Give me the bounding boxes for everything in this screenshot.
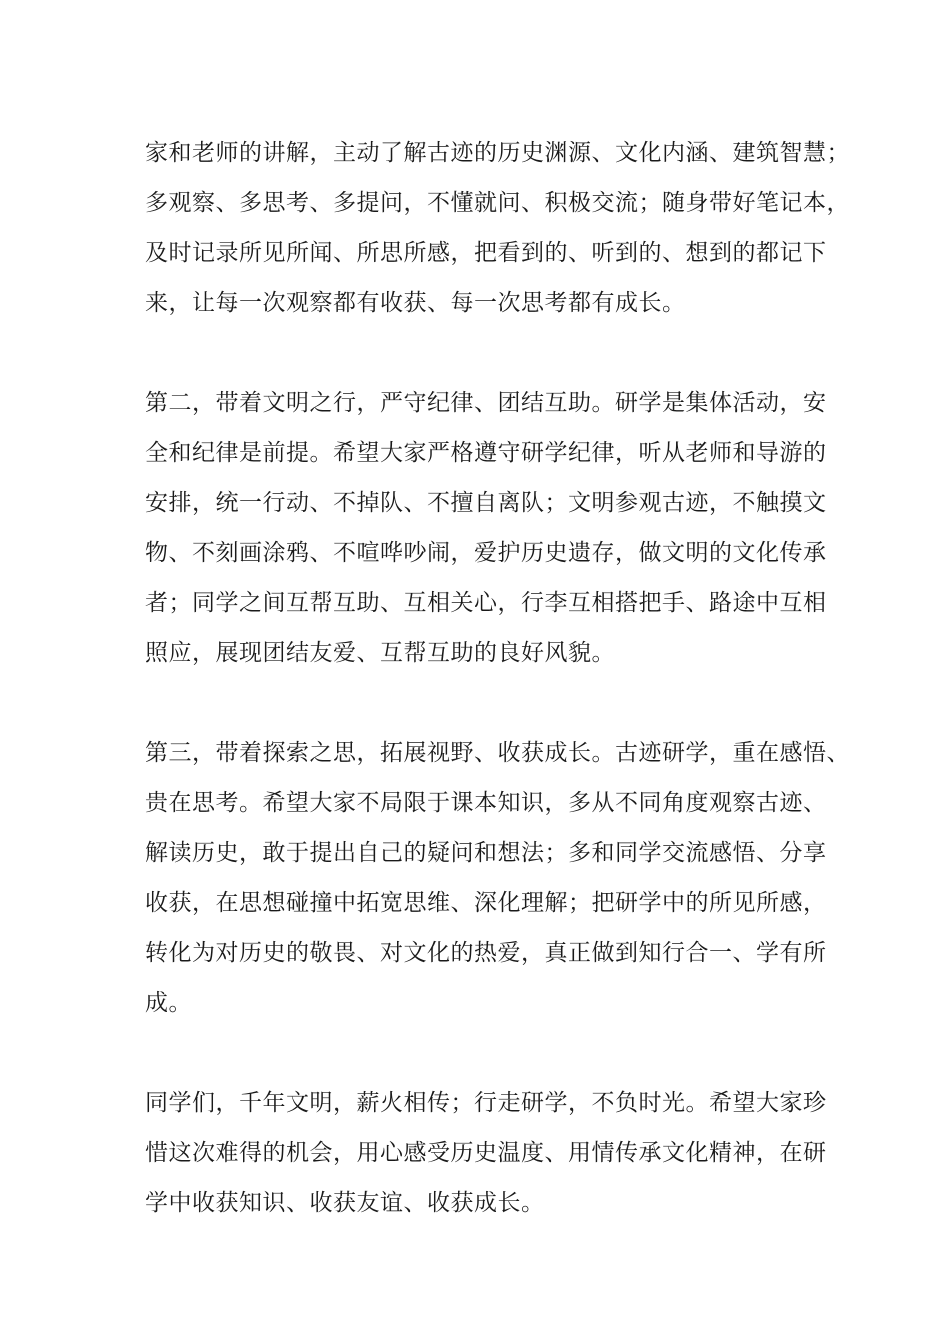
text-line: 安排，统一行动、不掉队、不擅自离队；文明参观古迹，不触摸文	[145, 490, 827, 516]
text-line: 第二，带着文明之行，严守纪律、团结互助。研学是集体活动，安	[145, 390, 827, 416]
paragraph-gap	[145, 1028, 825, 1078]
text-line: 贵在思考。希望大家不局限于课本知识，多从不同角度观察古迹、	[145, 790, 827, 816]
text-line: 家和老师的讲解，主动了解古迹的历史渊源、文化内涵、建筑智慧；	[145, 140, 850, 166]
text-line: 转化为对历史的敬畏、对文化的热爱，真正做到知行合一、学有所	[145, 940, 827, 966]
paragraph-third-point	[145, 728, 850, 1028]
text-line: 同学们，千年文明，薪火相传；行走研学，不负时光。希望大家珍	[145, 1090, 827, 1116]
text-line: 成。	[145, 990, 192, 1016]
text-line: 来，让每一次观察都有收获、每一次思考都有成长。	[145, 290, 686, 316]
paragraph-study-method	[145, 128, 850, 328]
paragraph-closing	[145, 1078, 825, 1228]
text-line: 照应，展现团结友爱、互帮互助的良好风貌。	[145, 640, 615, 666]
document-body	[145, 128, 850, 1228]
text-line: 惜这次难得的机会，用心感受历史温度、用情传承文化精神，在研	[145, 1140, 827, 1166]
text-line: 者；同学之间互帮互助、互相关心，行李互相搭把手、路途中互相	[145, 590, 827, 616]
text-line: 多观察、多思考、多提问，不懂就问、积极交流；随身带好笔记本，	[145, 190, 850, 216]
text-line: 解读历史，敢于提出自己的疑问和想法；多和同学交流感悟、分享	[145, 840, 827, 866]
text-line: 第三，带着探索之思，拓展视野、收获成长。古迹研学，重在感悟、	[145, 740, 850, 766]
text-line: 收获，在思想碰撞中拓宽思维、深化理解；把研学中的所见所感，	[145, 890, 827, 916]
paragraph-gap	[145, 678, 825, 728]
text-line: 及时记录所见所闻、所思所感，把看到的、听到的、想到的都记下	[145, 240, 827, 266]
paragraph-gap	[145, 328, 825, 378]
text-line: 物、不刻画涂鸦、不喧哗吵闹，爱护历史遗存，做文明的文化传承	[145, 540, 827, 566]
paragraph-second-point	[145, 378, 825, 678]
text-line: 全和纪律是前提。希望大家严格遵守研学纪律，听从老师和导游的	[145, 440, 827, 466]
text-line: 学中收获知识、收获友谊、收获成长。	[145, 1190, 545, 1216]
